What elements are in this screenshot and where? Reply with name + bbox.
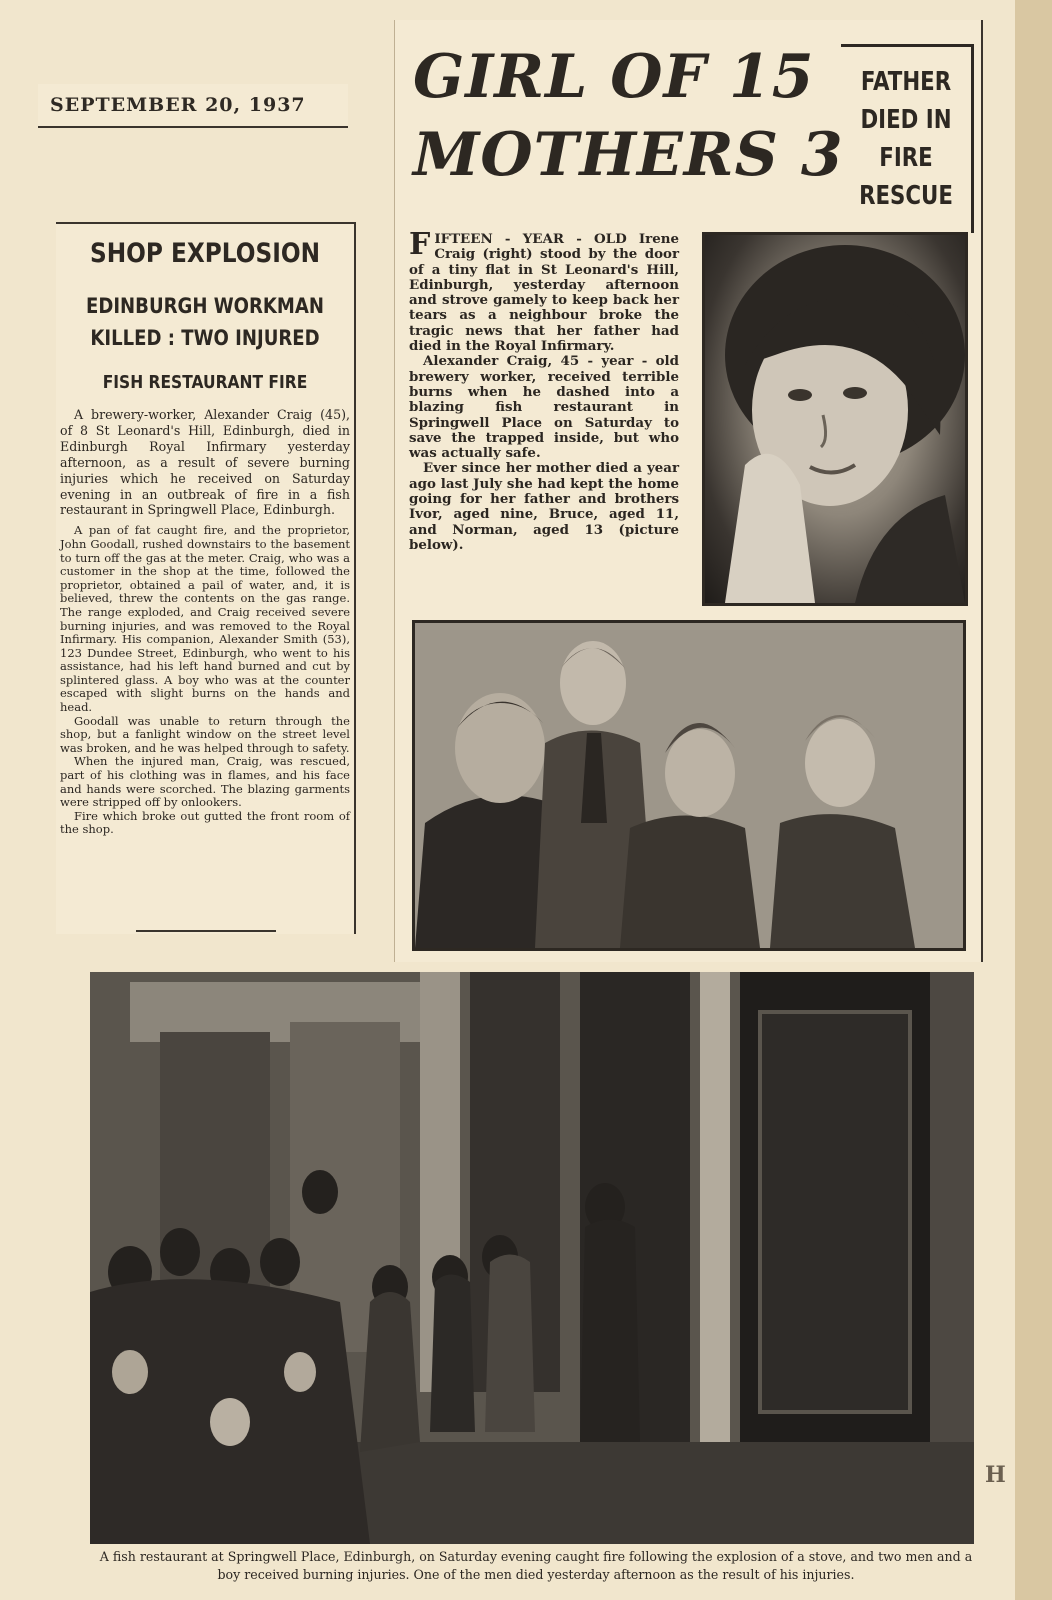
article-paragraph: Alexander Craig, 45 - year - old brewery worker, received terrible burns when he dashed into a blazing fish restaurant in Springwell Place on Saturday to save the trapped inside, but who was actually safe. xyxy=(409,353,679,462)
article-paragraph: A pan of fat caught fire, and the proprietor, John Goodall, rushed downstairs to the basement to turn off the gas at the meter. Craig, who was a customer in the shop at the time, followed the proprietor, obtained a pail of water, and, it is believed, threw the contents on the gas range. The range exploded, and Craig received severe burning injuries, and was removed to the Royal Infirmary. His companion, Alexander Smith (53), 123 Dundee Street, Edinburgh, who went to his assistance, had his left hand burned and cut by splintered glass. A boy who was at the counter escaped with slight burns on the hands and head. xyxy=(60,523,350,715)
article-body xyxy=(409,227,679,553)
family-group-photo xyxy=(412,620,966,951)
article-paragraph: When the injured man, Craig, was rescued, part of his clothing was in flames, and his face and hands were scorched. The blazing garments were stripped off by onlookers. xyxy=(60,754,350,810)
adjacent-page-letter: H xyxy=(985,1462,1006,1488)
article-body xyxy=(60,407,350,837)
date-clipping xyxy=(38,84,348,128)
girl-portrait-photo xyxy=(702,232,968,606)
family-illustration xyxy=(415,623,963,948)
article-paragraph: Fire which broke out gutted the front room of the shop. xyxy=(60,808,350,837)
main-headline-line-2: MOTHERS 3 xyxy=(413,120,844,190)
street-illustration xyxy=(90,972,974,1544)
article-paragraph: Goodall was unable to return through the shop, but a fanlight window on the street level was broken, and he was helped through to safety. xyxy=(60,713,350,755)
article-paragraph: A brewery-worker, Alexander Craig (45), of 8 St Leonard's Hill, Edinburgh, died in Edinburgh Royal Infirmary yesterday afternoon, as a result of severe burning injuries which he received on Saturday evening in an outbreak of fire in a fish restaurant in Springwell Place, Edinburgh. xyxy=(60,407,350,518)
paragraph-text: IFTEEN - YEAR - OLD Irene Craig (right) stood by the door of a tiny flat in St Leonard's Hill, Edinburgh, yesterday afternoon and strove gamely to keep back her tears as a neighbour broke the tragic news that her father had died in the Royal Infirmary. xyxy=(409,231,679,355)
subheadline-line-1: EDINBURGH WORKMAN xyxy=(86,294,324,318)
side-headline-line: FIRE xyxy=(879,143,933,173)
side-headline-line: FATHER xyxy=(860,67,952,97)
drop-cap: F xyxy=(409,227,431,262)
article-subheadline xyxy=(77,290,333,354)
main-headline-line-1: GIRL OF 15 xyxy=(413,42,815,112)
shop-explosion-article xyxy=(56,222,356,934)
fish-restaurant-street-photo xyxy=(90,972,974,1544)
section-heading: FISH RESTAURANT FIRE xyxy=(102,372,308,393)
article-paragraph: Ever since her mother died a year ago last July she had kept the home going for her father and brothers Ivor, aged nine, Bruce, aged 11, and Norman, aged 13 (picture below). xyxy=(409,460,679,553)
clipping-date: SEPTEMBER 20, 1937 xyxy=(50,94,306,116)
portrait-illustration xyxy=(705,235,965,603)
photo-caption: A fish restaurant at Springwell Place, Edinburgh, on Saturday evening caught fire following the explosion of a stove, and two men and a boy received burning injuries. One of the men died yesterday afternoon as the result of his injuries. xyxy=(99,1549,973,1582)
side-headline-line: RESCUE xyxy=(859,181,953,211)
article-end-rule xyxy=(136,930,276,932)
adjacent-page-edge xyxy=(1015,0,1052,1600)
side-headline-line: DIED IN xyxy=(860,105,952,135)
article-paragraph xyxy=(409,227,679,355)
article-headline: SHOP EXPLOSION xyxy=(89,238,321,269)
subheadline-line-2: KILLED : TWO INJURED xyxy=(90,326,320,350)
side-headline-box xyxy=(841,44,974,233)
